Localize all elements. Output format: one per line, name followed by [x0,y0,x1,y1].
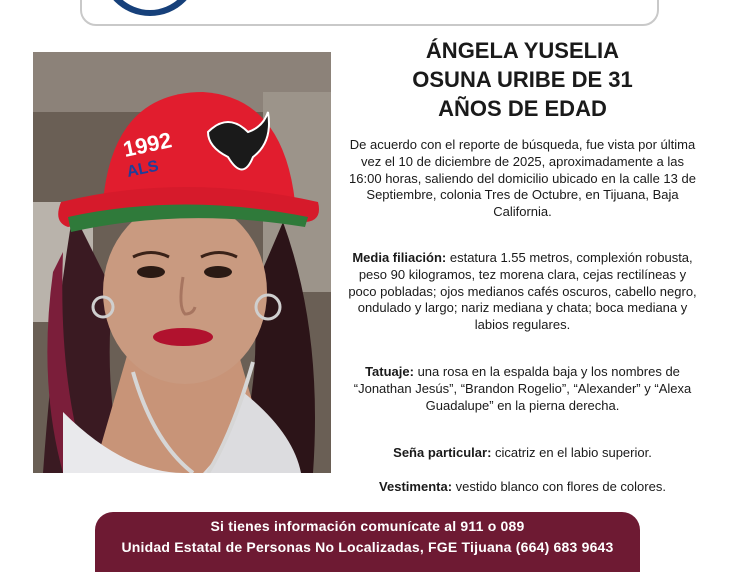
person-name [360,36,685,123]
tattoo-paragraph [345,364,700,414]
report-paragraph: De acuerdo con el reporte de búsqueda, fue vista por última vez el 10 de diciembre de 2025, aproximadamente a las 16:00 horas, saliendo del domicilio ubicado en la calle 13 de Septiembre, colonia Tres de Octubre, en Tijuana, Baja California. [349,137,696,220]
name-line-3: AÑOS DE EDAD [438,96,607,121]
svg-text:ALS: ALS [125,157,161,181]
clothing-text: vestido blanco con flores de colores. [452,479,666,494]
svg-text:1992: 1992 [120,127,174,162]
name-line-2: OSUNA URIBE DE 31 [412,67,633,92]
description-label: Media filiación: [352,250,447,265]
mark-paragraph [345,445,700,462]
tattoo-label: Tatuaje: [365,364,414,379]
person-photo [33,52,331,473]
tattoo-text: una rosa en la espalda baja y los nombres de “Jonathan Jesús”, “Brandon Rogelio”, “Alexander” y “Alexa Guadalupe” en la pierna derecha. [353,364,692,413]
name-line-1: ÁNGELA YUSELIA [425,38,620,63]
clothing-label: Vestimenta: [379,479,453,494]
mark-label: Seña particular: [393,445,492,460]
mark-text: cicatriz en el labio superior. [491,445,652,460]
clothing-paragraph [345,479,700,496]
description-text: estatura 1.55 metros, complexión robusta, peso 90 kilogramos, tez morena clara, cejas rectilíneas y poco pobladas; ojos medianos cafés oscuros, cabello negro, ondulado y largo; nariz mediana y chata; boca mediana y labios regulares. [348,250,697,333]
banner-line-2: Unidad Estatal de Personas No Localizadas, FGE Tijuana (664) 683 9643 [121,539,614,555]
contact-banner [95,512,640,572]
banner-line-1: Si tienes información comunícate al 911 o 089 [210,518,525,534]
photo-illustration [33,52,331,473]
description-paragraph [345,250,700,334]
